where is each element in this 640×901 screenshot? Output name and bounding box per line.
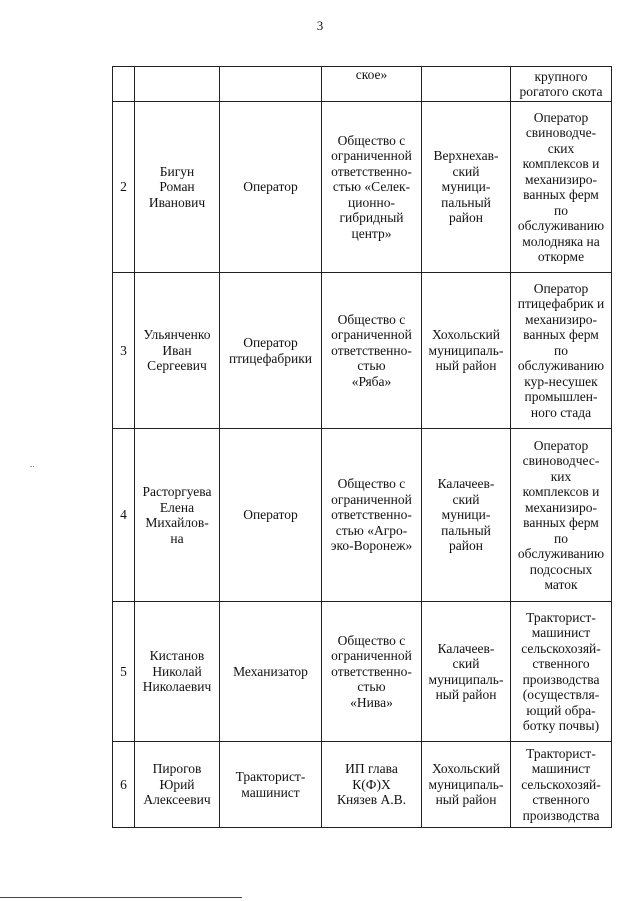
margin-mark bbox=[30, 466, 34, 469]
organization: Общество с ограниченной ответственно- стью «Агро- эко-Воронеж» bbox=[330, 476, 413, 554]
profession: Оператор bbox=[243, 507, 298, 523]
row-number: 6 bbox=[120, 776, 127, 792]
district: Верхнехав- ский муници- пальный район bbox=[433, 148, 499, 226]
organization: Общество с ограниченной ответственно- стью «Нива» bbox=[331, 632, 412, 710]
qualification: Тракторист- машинист сельскохозяй- ственного производства bbox=[521, 745, 601, 823]
participants-table bbox=[112, 66, 612, 828]
person-name: Расторгуева Елена Михайлов- на bbox=[142, 484, 212, 546]
person-name: Бигун Роман Иванович bbox=[148, 163, 206, 210]
person-name: Пирогов Юрий Алексеевич bbox=[143, 761, 211, 808]
district: Калачеев- ский муниципаль- ный район bbox=[428, 640, 504, 702]
qualification: Оператор птицефабрик и механизиро- ванных ферм по обслуживанию кур-несушек промышлен- ного стада bbox=[517, 280, 605, 420]
district: Хохольский муниципаль- ный район bbox=[428, 761, 504, 808]
qualification: крупного рогатого скота bbox=[519, 68, 603, 99]
table-row bbox=[113, 742, 612, 828]
footnote-rule bbox=[0, 897, 242, 898]
profession: Оператор bbox=[243, 179, 298, 195]
person-name: Кистанов Николай Николаевич bbox=[142, 648, 212, 695]
qualification: Оператор свиноводчес- ких комплексов и механизиро- ванных ферм по обслуживанию подсосных маток bbox=[517, 437, 605, 592]
district: Калачеев- ский муници- пальный район bbox=[437, 476, 495, 554]
row-number: 5 bbox=[120, 663, 127, 679]
page-number: 3 bbox=[316, 18, 324, 33]
organization: Общество с ограниченной ответственно- стью «Ряба» bbox=[331, 311, 412, 389]
organization: ское» bbox=[355, 67, 388, 82]
row-number: 3 bbox=[120, 342, 127, 358]
organization: ИП глава К(Ф)Х Князев А.В. bbox=[336, 761, 407, 808]
qualification: Тракторист- машинист сельскохозяй- ственного производства (осуществля- ющий обра- ботку почвы) bbox=[521, 609, 601, 733]
profession: Тракторист- машинист bbox=[235, 769, 306, 800]
row-number: 2 bbox=[120, 179, 127, 195]
table-row bbox=[113, 273, 612, 429]
district: Хохольский муниципаль- ный район bbox=[428, 327, 504, 374]
table-row bbox=[113, 429, 612, 602]
table-row bbox=[113, 67, 612, 102]
person-name: Ульянченко Иван Сергеевич bbox=[143, 327, 211, 374]
profession: Механизатор bbox=[233, 663, 308, 679]
organization: Общество с ограниченной ответственно- стью «Селек- ционно- гибридный центр» bbox=[331, 132, 412, 241]
row-number: 4 bbox=[120, 507, 127, 523]
profession: Оператор птицефабрики bbox=[228, 335, 313, 366]
qualification: Оператор свиноводче- ских комплексов и механизиро- ванных ферм по обслуживанию молодняка на откорме bbox=[517, 109, 605, 264]
table-row bbox=[113, 602, 612, 742]
table-row bbox=[113, 102, 612, 273]
